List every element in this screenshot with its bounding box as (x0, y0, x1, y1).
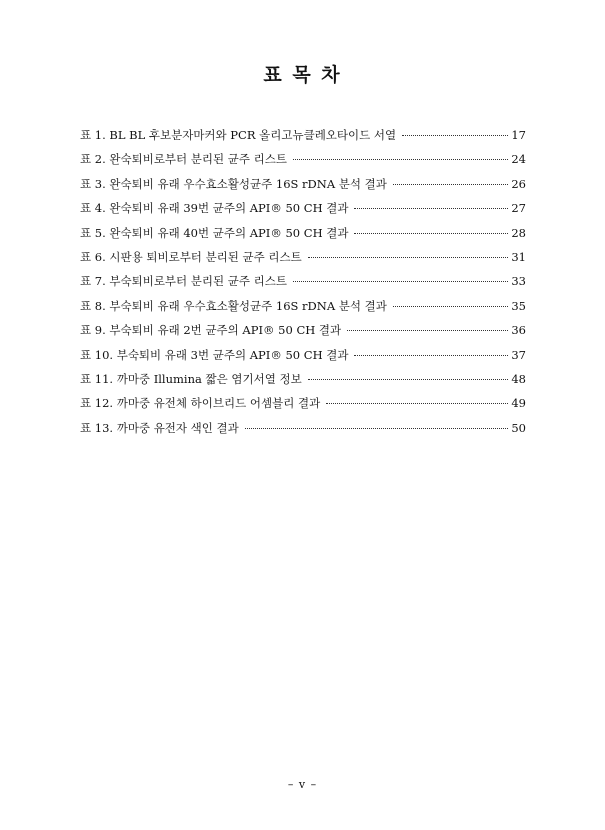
toc-entry[interactable] (80, 249, 526, 273)
toc-entry-page: 36 (511, 323, 526, 338)
toc-entry-page: 49 (511, 396, 526, 411)
dot-leader (393, 306, 508, 307)
toc-entry-page: 33 (511, 274, 526, 289)
toc-entry-label: 표 5. 완숙퇴비 유래 40번 균주의 API® 50 CH 결과 (80, 225, 349, 240)
toc-entry[interactable] (80, 298, 526, 322)
dot-leader (326, 403, 508, 404)
toc-entry[interactable] (80, 395, 526, 419)
toc-entry[interactable] (80, 322, 526, 346)
dot-leader (354, 233, 508, 234)
toc-entry[interactable] (80, 151, 526, 175)
dot-leader (347, 330, 508, 331)
toc-entry-label: 표 4. 완숙퇴비 유래 39번 균주의 API® 50 CH 결과 (80, 201, 349, 216)
toc-entry[interactable] (80, 371, 526, 395)
toc-entry-label: 표 13. 까마중 유전자 색인 결과 (80, 420, 239, 435)
toc-entry-label: 표 11. 까마중 Illumina 짧은 염기서열 정보 (80, 371, 302, 386)
toc-entry[interactable] (80, 200, 526, 224)
toc-entry-label: 표 7. 부숙퇴비로부터 분리된 균주 리스트 (80, 274, 287, 289)
toc-entry-label: 표 3. 완숙퇴비 유래 우수효소활성균주 16S rDNA 분석 결과 (80, 176, 387, 191)
dot-leader (245, 428, 509, 429)
dot-leader (402, 135, 508, 136)
toc-entry-label: 표 1. BL BL 후보분자마커와 PCR 올리고뉴클레오타이드 서열 (80, 128, 397, 142)
dot-leader (293, 281, 508, 282)
dot-leader (393, 184, 508, 185)
toc-entry-label: 표 9. 부숙퇴비 유래 2번 균주의 API® 50 CH 결과 (80, 323, 342, 338)
toc-entry-label: 표 6. 시판용 퇴비로부터 분리된 균주 리스트 (80, 249, 302, 264)
toc-entry-page: 35 (511, 298, 526, 313)
table-of-contents (80, 127, 526, 444)
toc-entry[interactable] (80, 420, 526, 444)
dot-leader (308, 379, 509, 380)
toc-entry-label: 표 12. 까마중 유전체 하이브리드 어셈블리 결과 (80, 396, 321, 411)
toc-entry-page: 37 (511, 347, 526, 362)
toc-entry[interactable] (80, 127, 526, 151)
toc-entry-page: 31 (511, 249, 526, 264)
toc-entry[interactable] (80, 176, 526, 200)
toc-entry[interactable] (80, 347, 526, 371)
dot-leader (354, 355, 508, 356)
toc-entry[interactable] (80, 225, 526, 249)
toc-entry-page: 24 (511, 152, 526, 167)
toc-entry-page: 48 (511, 371, 526, 386)
toc-entry-label: 표 10. 부숙퇴비 유래 3번 균주의 API® 50 CH 결과 (80, 347, 349, 362)
toc-entry-page: 27 (511, 201, 526, 216)
toc-entry-page: 50 (511, 420, 526, 435)
page-number-footer: – v – (287, 778, 318, 791)
page-title: 표 목 차 (263, 64, 342, 86)
toc-entry-label: 표 2. 완숙퇴비로부터 분리된 균주 리스트 (80, 152, 287, 167)
dot-leader (354, 208, 508, 209)
toc-entry-page: 17 (511, 128, 526, 142)
dot-leader (308, 257, 509, 258)
toc-entry-page: 28 (511, 225, 526, 240)
dot-leader (293, 159, 508, 160)
toc-entry-page: 26 (511, 176, 526, 191)
toc-entry-label: 표 8. 부숙퇴비 유래 우수효소활성균주 16S rDNA 분석 결과 (80, 298, 387, 313)
toc-entry[interactable] (80, 273, 526, 297)
